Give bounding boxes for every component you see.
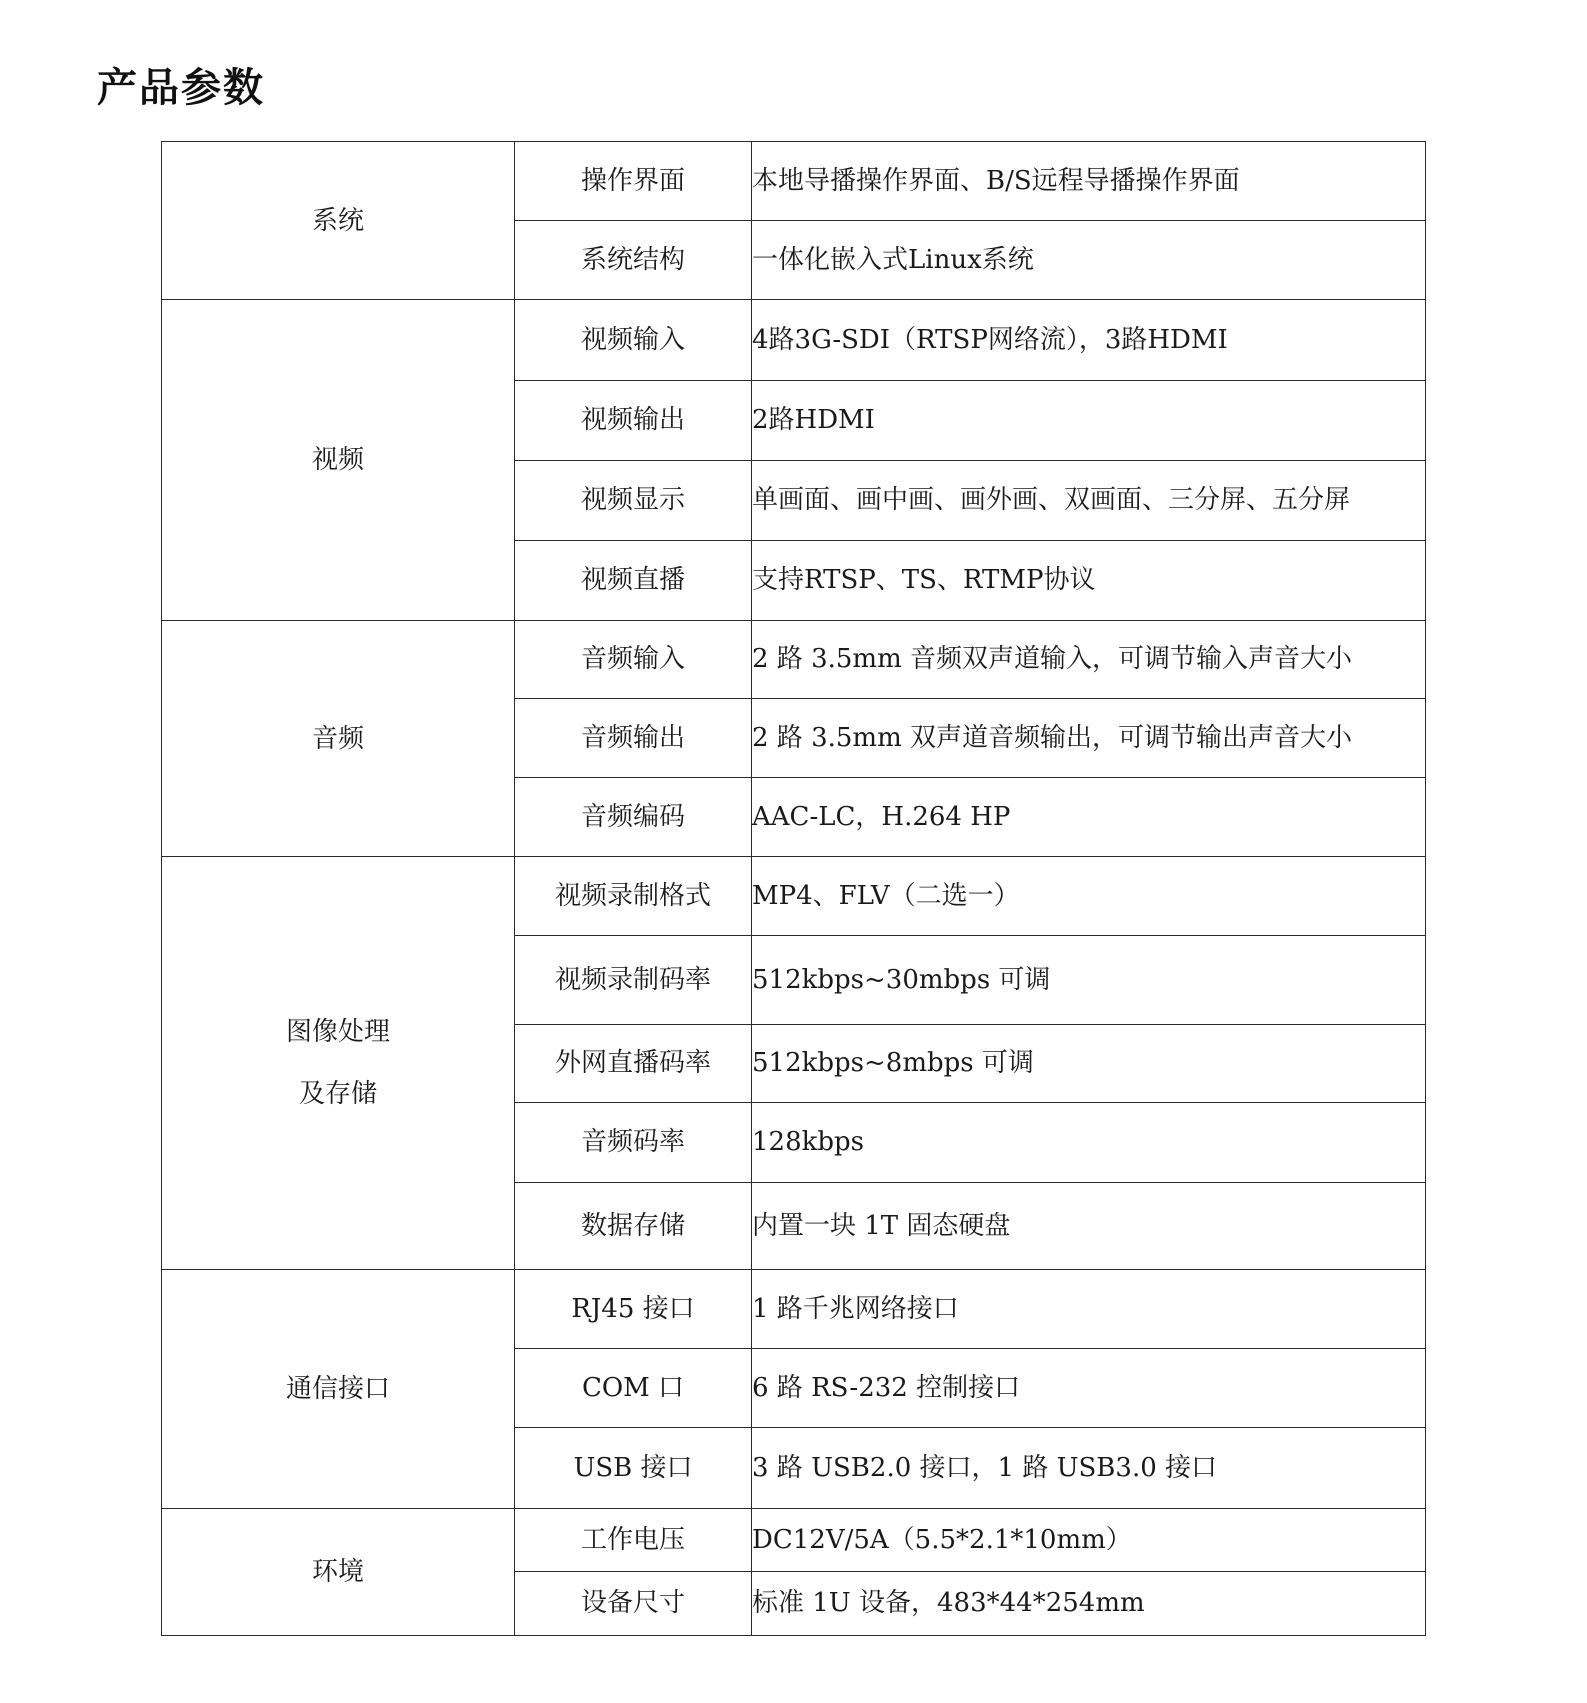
param-cell: 工作电压 — [515, 1509, 752, 1572]
table-row — [162, 1270, 1426, 1349]
param-cell: 设备尺寸 — [515, 1572, 752, 1636]
value-cell: 512kbps~8mbps 可调 — [752, 1025, 1426, 1103]
category-label: 系统 — [311, 205, 364, 236]
param-cell: 音频输入 — [515, 621, 752, 699]
value-cell: 单画面、画中画、画外画、双画面、三分屏、五分屏 — [752, 461, 1426, 541]
param-cell: 视频直播 — [515, 541, 752, 621]
category-cell-image-storage — [162, 857, 515, 1270]
spec-table — [161, 141, 1426, 1636]
value-cell: DC12V/5A（5.5*2.1*10mm） — [752, 1509, 1426, 1572]
value-cell: 512kbps~30mbps 可调 — [752, 936, 1426, 1025]
param-cell: 操作界面 — [515, 142, 752, 221]
param-cell: COM 口 — [515, 1349, 752, 1428]
value-cell: 3 路 USB2.0 接口，1 路 USB3.0 接口 — [752, 1428, 1426, 1509]
param-cell: USB 接口 — [515, 1428, 752, 1509]
param-cell: 视频录制码率 — [515, 936, 752, 1025]
param-cell: RJ45 接口 — [515, 1270, 752, 1349]
param-cell: 视频录制格式 — [515, 857, 752, 936]
table-row — [162, 1509, 1426, 1572]
param-cell: 视频显示 — [515, 461, 752, 541]
value-cell: 支持RTSP、TS、RTMP协议 — [752, 541, 1426, 621]
value-cell: 本地导播操作界面、B/S远程导播操作界面 — [752, 142, 1426, 221]
value-cell: 2 路 3.5mm 双声道音频输出，可调节输出声音大小 — [752, 699, 1426, 778]
value-cell: 2路HDMI — [752, 381, 1426, 461]
param-cell: 外网直播码率 — [515, 1025, 752, 1103]
category-label: 通信接口 — [285, 1374, 390, 1404]
category-label: 环境 — [311, 1557, 364, 1587]
value-cell: 1 路千兆网络接口 — [752, 1270, 1426, 1349]
category-label: 视频 — [311, 445, 364, 475]
page-title: 产品参数 — [97, 65, 265, 111]
param-cell: 音频码率 — [515, 1103, 752, 1183]
param-cell: 系统结构 — [515, 221, 752, 300]
table-row — [162, 142, 1426, 221]
table-row — [162, 857, 1426, 936]
category-cell-comm — [162, 1270, 515, 1509]
param-cell: 音频输出 — [515, 699, 752, 778]
value-cell: AAC-LC，H.264 HP — [752, 778, 1426, 857]
param-cell: 音频编码 — [515, 778, 752, 857]
value-cell: 2 路 3.5mm 音频双声道输入，可调节输入声音大小 — [752, 621, 1426, 699]
value-cell: 标准 1U 设备，483*44*254mm — [752, 1572, 1426, 1636]
value-cell: 内置一块 1T 固态硬盘 — [752, 1183, 1426, 1270]
value-cell: 128kbps — [752, 1103, 1426, 1183]
category-cell-video — [162, 300, 515, 621]
param-cell: 数据存储 — [515, 1183, 752, 1270]
table-row — [162, 300, 1426, 381]
param-cell: 视频输出 — [515, 381, 752, 461]
param-cell: 视频输入 — [515, 300, 752, 381]
category-cell-system — [162, 142, 515, 300]
category-label: 音频 — [311, 723, 364, 754]
value-cell: 6 路 RS-232 控制接口 — [752, 1349, 1426, 1428]
table-row — [162, 621, 1426, 699]
category-cell-environment — [162, 1509, 515, 1636]
value-cell: 一体化嵌入式Linux系统 — [752, 221, 1426, 300]
value-cell: MP4、FLV（二选一） — [752, 857, 1426, 936]
category-label: 图像处理 及存储 — [285, 1017, 390, 1109]
value-cell: 4路3G-SDI（RTSP网络流），3路HDMI — [752, 300, 1426, 381]
category-cell-audio — [162, 621, 515, 857]
